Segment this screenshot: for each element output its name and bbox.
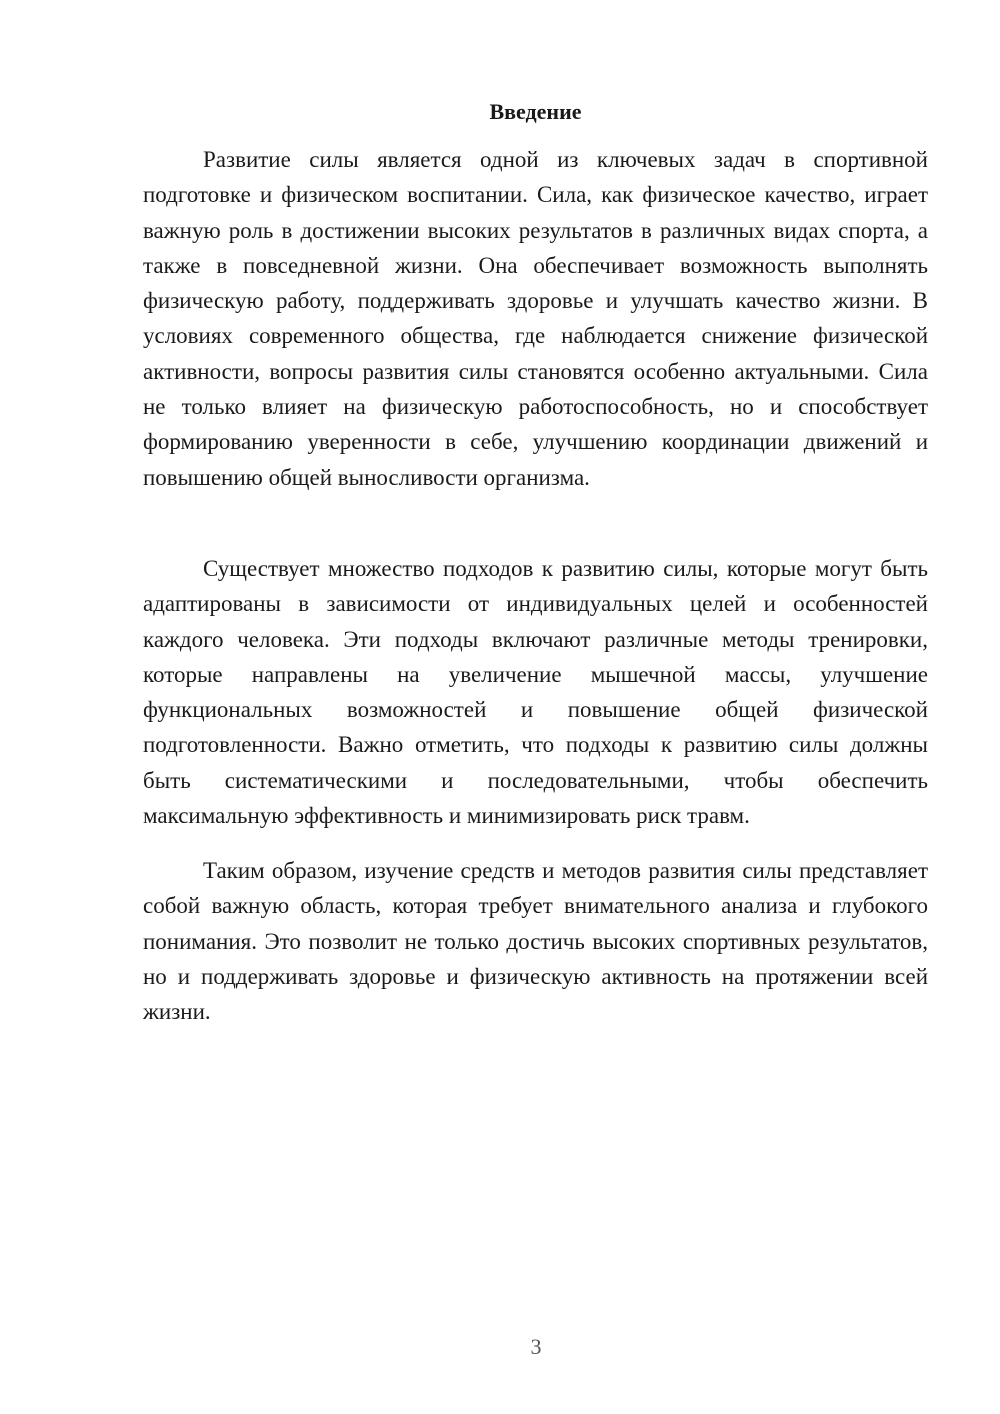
- paragraph-3: Таким образом, изучение средств и методов развития силы представляет собой важную область, которая требует внимательного анализа и глубокого понимания. Это позволит не только достичь высоких спортивных результатов, но и поддерживать здоровье и физическую активность на протяжении всей жизни.: [143, 858, 928, 1025]
- page-number: 3: [530, 1334, 542, 1359]
- paragraph-1: Развитие силы является одной из ключевых задач в спортивной подготовке и физическом воспитании. Сила, как физическое качество, играет важную роль в достижении высоких результатов в различных видах спорта, а также в повседневной жизни. Она обеспечивает возможность выполнять физическую работу, поддерживать здоровье и улучшать качество жизни. В условиях современного общества, где наблюдается снижение физической активности, вопросы развития силы становятся особенно актуальными. Сила не только влияет на физическую работоспособность, но и способствует формированию уверенности в себе, улучшению координации движений и повышению общей выносливости организма.: [143, 147, 928, 490]
- page-title: Введение: [489, 99, 582, 124]
- paragraph-2: Существует множество подходов к развитию силы, которые могут быть адаптированы в зависимости от индивидуальных целей и особенностей каждого человека. Эти подходы включают различные методы тренировки, которые направлены на увеличение мышечной массы, улучшение функциональных возможностей и повышение общей физической подготовленности. Важно отметить, что подходы к развитию силы должны быть систематическими и последовательными, чтобы обеспечить максимальную эффективность и минимизировать риск травм.: [143, 556, 928, 829]
